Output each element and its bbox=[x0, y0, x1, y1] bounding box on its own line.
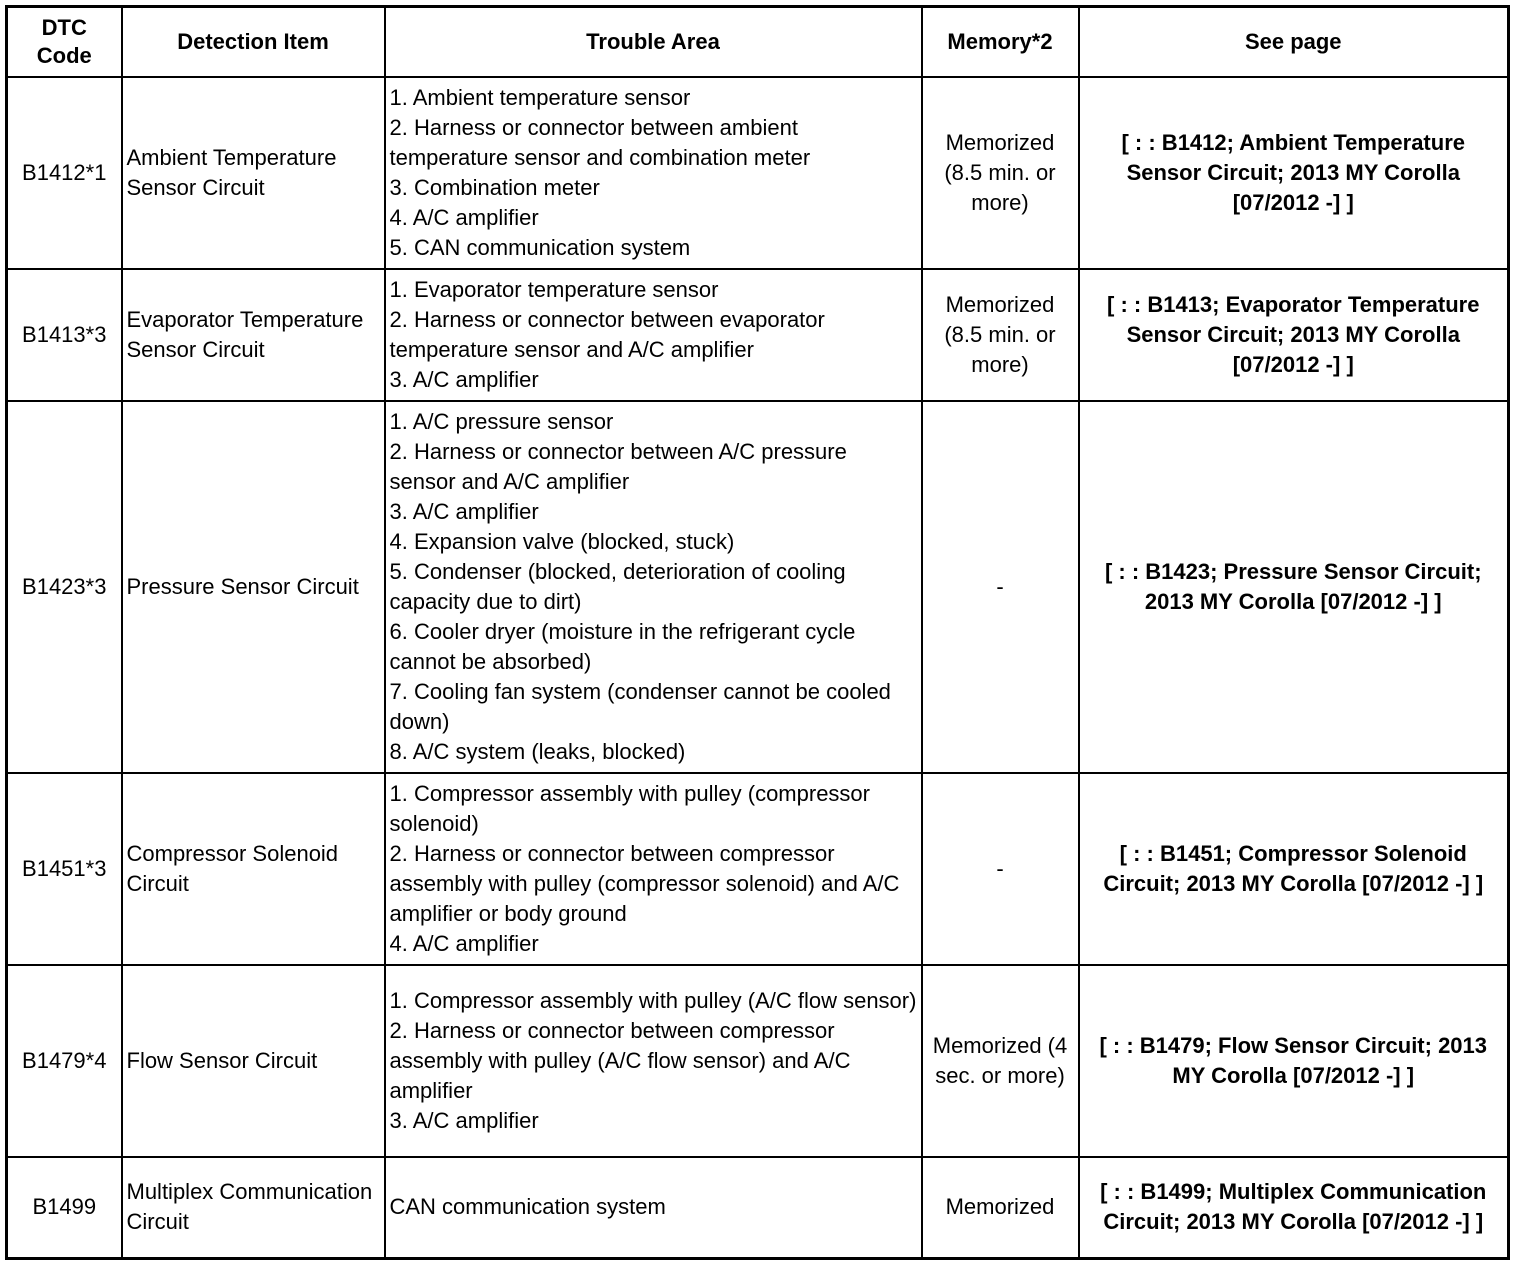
trouble-area-cell bbox=[385, 77, 922, 269]
trouble-area-line: 1. Ambient temperature sensor bbox=[389, 85, 691, 110]
see-page-link[interactable]: [ : : B1423; Pressure Sensor Circuit; 2013 MY Corolla [07/2012 -] ] bbox=[1079, 401, 1509, 773]
see-page-link[interactable]: [ : : B1451; Compressor Solenoid Circuit; 2013 MY Corolla [07/2012 -] ] bbox=[1079, 773, 1509, 965]
dtc-table bbox=[5, 5, 1510, 1260]
detection-item-cell: Evaporator Temperature Sensor Circuit bbox=[122, 269, 385, 401]
table-row bbox=[7, 401, 1509, 773]
table-row bbox=[7, 773, 1509, 965]
header-see-page: See page bbox=[1079, 7, 1509, 78]
trouble-area-cell bbox=[385, 1157, 922, 1258]
dtc-code-cell: B1451*3 bbox=[7, 773, 122, 965]
trouble-area-cell bbox=[385, 269, 922, 401]
memory-cell: - bbox=[922, 773, 1079, 965]
table-body bbox=[7, 77, 1509, 1258]
trouble-area-line: 1. Compressor assembly with pulley (compressor solenoid) bbox=[389, 781, 870, 836]
trouble-area-cell bbox=[385, 773, 922, 965]
detection-item-cell: Pressure Sensor Circuit bbox=[122, 401, 385, 773]
dtc-code-cell: B1423*3 bbox=[7, 401, 122, 773]
detection-item-cell: Ambient Temperature Sensor Circuit bbox=[122, 77, 385, 269]
trouble-area-line: 4. A/C amplifier bbox=[389, 205, 539, 230]
header-trouble-area: Trouble Area bbox=[385, 7, 922, 78]
trouble-area-line: 4. Expansion valve (blocked, stuck) bbox=[389, 529, 735, 554]
detection-item-cell: Flow Sensor Circuit bbox=[122, 965, 385, 1157]
detection-item-cell: Compressor Solenoid Circuit bbox=[122, 773, 385, 965]
dtc-code-cell: B1499 bbox=[7, 1157, 122, 1258]
table-header bbox=[7, 7, 1509, 78]
see-page-link[interactable]: [ : : B1412; Ambient Temperature Sensor Circuit; 2013 MY Corolla [07/2012 -] ] bbox=[1079, 77, 1509, 269]
header-dtc-code: DTC Code bbox=[7, 7, 122, 78]
trouble-area-line: 1. Compressor assembly with pulley (A/C flow sensor) bbox=[389, 988, 917, 1013]
trouble-area-line: 5. Condenser (blocked, deterioration of cooling capacity due to dirt) bbox=[389, 559, 846, 614]
header-detection-item: Detection Item bbox=[122, 7, 385, 78]
memory-cell: Memorized (4 sec. or more) bbox=[922, 965, 1079, 1157]
header-memory: Memory*2 bbox=[922, 7, 1079, 78]
trouble-area-line: CAN communication system bbox=[389, 1194, 666, 1220]
table-row bbox=[7, 1157, 1509, 1258]
trouble-area-line: 1. Evaporator temperature sensor bbox=[389, 277, 719, 302]
trouble-area-line: 2. Harness or connector between ambient temperature sensor and combination meter bbox=[389, 115, 811, 170]
trouble-area-line: 3. A/C amplifier bbox=[389, 499, 539, 524]
trouble-area-line: 2. Harness or connector between A/C pressure sensor and A/C amplifier bbox=[389, 439, 847, 494]
dtc-code-cell: B1413*3 bbox=[7, 269, 122, 401]
trouble-area-line: 8. A/C system (leaks, blocked) bbox=[389, 739, 686, 764]
trouble-area-line: 5. CAN communication system bbox=[389, 235, 691, 260]
see-page-link[interactable]: [ : : B1479; Flow Sensor Circuit; 2013 MY Corolla [07/2012 -] ] bbox=[1079, 965, 1509, 1157]
table-row bbox=[7, 269, 1509, 401]
trouble-area-line: 2. Harness or connector between evaporator temperature sensor and A/C amplifier bbox=[389, 307, 825, 362]
trouble-area-cell bbox=[385, 401, 922, 773]
trouble-area-line: 7. Cooling fan system (condenser cannot be cooled down) bbox=[389, 679, 891, 734]
memory-cell: Memorized bbox=[922, 1157, 1079, 1258]
table-row bbox=[7, 77, 1509, 269]
table-row bbox=[7, 965, 1509, 1157]
trouble-area-line: 4. A/C amplifier bbox=[389, 931, 539, 956]
see-page-link[interactable]: [ : : B1499; Multiplex Communication Circuit; 2013 MY Corolla [07/2012 -] ] bbox=[1079, 1157, 1509, 1258]
memory-cell: Memorized (8.5 min. or more) bbox=[922, 269, 1079, 401]
trouble-area-line: 3. A/C amplifier bbox=[389, 1108, 539, 1133]
memory-cell: Memorized (8.5 min. or more) bbox=[922, 77, 1079, 269]
dtc-code-cell: B1412*1 bbox=[7, 77, 122, 269]
trouble-area-cell bbox=[385, 965, 922, 1157]
dtc-code-cell: B1479*4 bbox=[7, 965, 122, 1157]
trouble-area-line: 3. Combination meter bbox=[389, 175, 600, 200]
trouble-area-line: 2. Harness or connector between compressor assembly with pulley (compressor solenoid) and A/C amplifier or body ground bbox=[389, 841, 900, 926]
detection-item-cell: Multiplex Communication Circuit bbox=[122, 1157, 385, 1258]
memory-cell: - bbox=[922, 401, 1079, 773]
see-page-link[interactable]: [ : : B1413; Evaporator Temperature Sensor Circuit; 2013 MY Corolla [07/2012 -] ] bbox=[1079, 269, 1509, 401]
trouble-area-line: 2. Harness or connector between compressor assembly with pulley (A/C flow sensor) and A/C amplifier bbox=[389, 1018, 851, 1103]
trouble-area-line: 1. A/C pressure sensor bbox=[389, 409, 614, 434]
trouble-area-line: 6. Cooler dryer (moisture in the refrigerant cycle cannot be absorbed) bbox=[389, 619, 856, 674]
header-row bbox=[7, 7, 1509, 78]
trouble-area-line: 3. A/C amplifier bbox=[389, 367, 539, 392]
